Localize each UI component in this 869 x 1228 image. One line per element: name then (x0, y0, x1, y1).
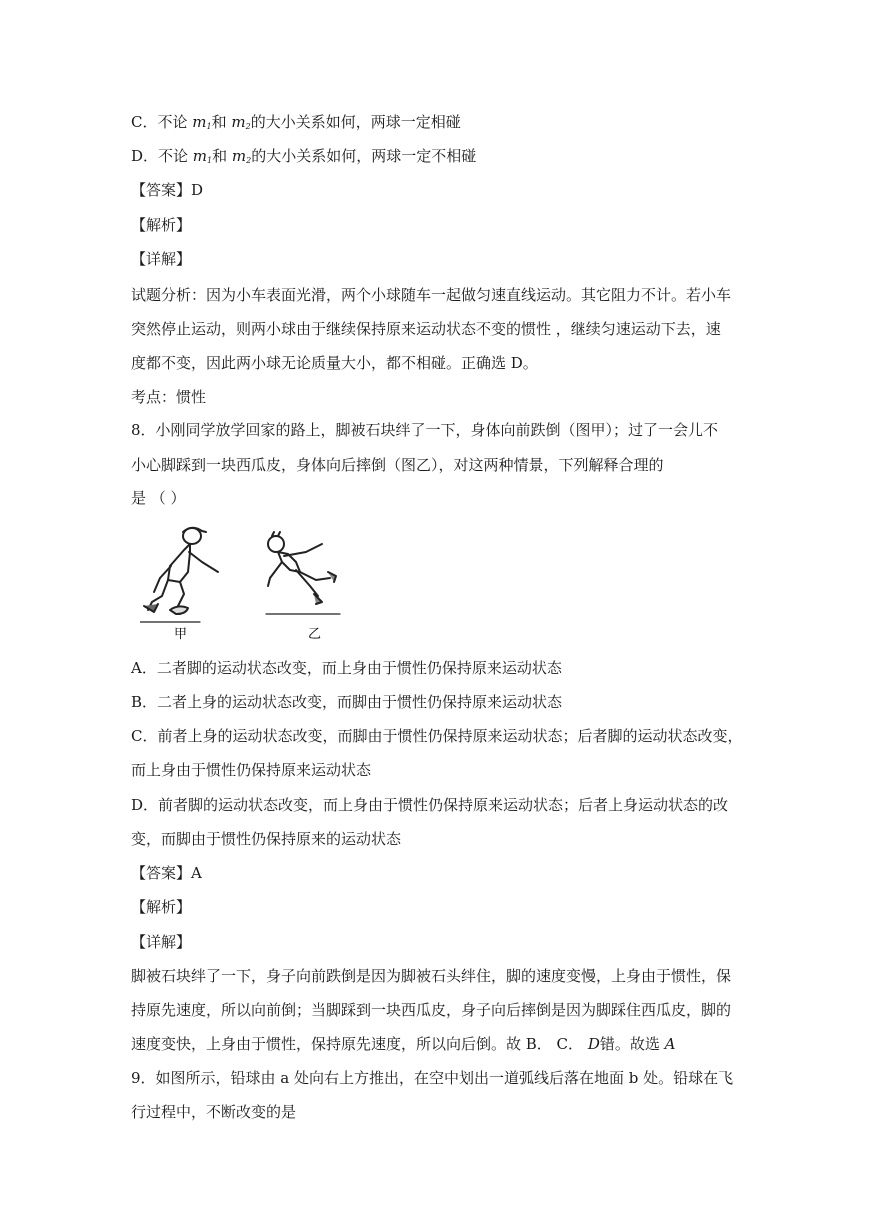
q7-explanation-line: 试题分析：因为小车表面光滑，两个小球随车一起做匀速直线运动。其它阻力不计。若小车 (131, 286, 732, 304)
q7-option-c: C．不论 $m_1$和 $m_2$的大小关系如何，两球一定相碰 (131, 113, 461, 131)
q7-keypoint: 考点：惯性 (131, 388, 207, 406)
q8-option-a: A．二者脚的运动状态改变，而上身由于惯性仍保持原来运动状态 (131, 659, 562, 677)
q8-option-d: D．前者脚的运动状态改变，而上身由于惯性仍保持原来运动状态；后者上身运动状态的改 (131, 796, 729, 814)
q8-stem-line: 8．小刚同学放学回家的路上，脚被石块绊了一下，身体向前跌倒（图甲）；过了一会儿不 (131, 421, 719, 439)
q8-option-d-cont: 变，而脚由于惯性仍保持原来的运动状态 (131, 830, 402, 848)
q8-detail-heading: 【详解】 (131, 933, 192, 951)
boy-slipping-figure (266, 532, 340, 614)
q9-stem-line: 行过程中，不断改变的是 (131, 1103, 297, 1121)
boy-tripping-figure (140, 528, 218, 622)
q8-stem-line: 小心脚踩到一块西瓜皮，身体向后摔倒（图乙），对这两种情景，下列解释合理的 (131, 456, 664, 474)
q7-explanation-line: 度都不变，因此两小球无论质量大小，都不相碰。正确选 D。 (131, 354, 538, 372)
q8-option-c: C．前者上身的运动状态改变，而脚由于惯性仍保持原来运动状态；后者脚的运动状态改变， (131, 727, 743, 745)
q8-option-b: B．二者上身的运动状态改变，而脚由于惯性仍保持原来运动状态 (131, 693, 563, 711)
figure-label-yi: 乙 (308, 627, 322, 642)
q8-explanation-line: 速度变快，上身由于惯性，保持原先速度，所以向后倒。故 B． C． D错。故选 A (131, 1035, 676, 1053)
q8-analysis-heading: 【解析】 (131, 898, 192, 916)
figure-label-jia: 甲 (174, 627, 188, 642)
q7-analysis-heading: 【解析】 (131, 216, 192, 234)
q8-figure-drawing (140, 522, 360, 644)
q8-explanation-line: 持原先速度，所以向前倒；当脚踩到一块西瓜皮，身子向后摔倒是因为脚踩住西瓜皮，脚的 (131, 1001, 732, 1019)
q8-stem-line: 是 （ ） (131, 489, 186, 507)
q7-answer: 【答案】D (131, 181, 204, 199)
q8-answer: 【答案】A (131, 864, 202, 882)
q8-explanation-line: 脚被石块绊了一下，身子向前跌倒是因为脚被石头绊住，脚的速度变慢，上身由于惯性，保 (131, 967, 732, 985)
q8-figure (140, 522, 360, 644)
q7-detail-heading: 【详解】 (131, 250, 192, 268)
q8-option-c-cont: 而上身由于惯性仍保持原来运动状态 (131, 761, 372, 779)
q7-option-d: D．不论 $m_1$和 $m_2$的大小关系如何，两球一定不相碰 (131, 147, 477, 165)
q7-explanation-line: 突然停止运动，则两小球由于继续保持原来运动状态不变的惯性 ，继续匀速运动下去，速 (131, 320, 721, 338)
q9-stem-line: 9．如图所示，铅球由 a 处向右上方推出，在空中划出一道弧线后落在地面 b 处。铅球在飞 (131, 1069, 734, 1087)
